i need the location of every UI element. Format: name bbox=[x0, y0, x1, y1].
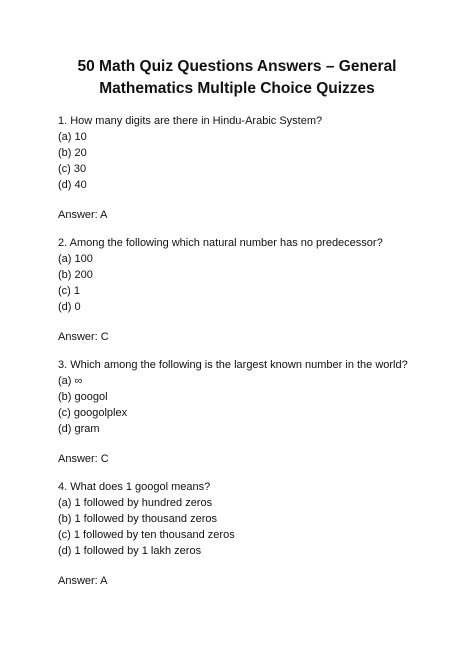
option-a: (a) 10 bbox=[58, 131, 87, 143]
option-list bbox=[58, 373, 448, 437]
answer-text: Answer: A bbox=[58, 209, 108, 221]
option-list bbox=[58, 251, 448, 315]
option-b: (b) 1 followed by thousand zeros bbox=[58, 513, 217, 525]
question-block-3 bbox=[58, 357, 448, 467]
answer-text: Answer: A bbox=[58, 575, 108, 587]
question-block-1 bbox=[58, 113, 448, 223]
title-line-2: Mathematics Multiple Choice Quizzes bbox=[99, 80, 375, 97]
option-d: (d) 0 bbox=[58, 301, 81, 313]
option-list bbox=[58, 495, 448, 559]
question-text: 2. Among the following which natural number has no predecessor? bbox=[58, 237, 383, 249]
option-a: (a) 1 followed by hundred zeros bbox=[58, 497, 213, 509]
question-block-2 bbox=[58, 235, 448, 345]
option-c: (c) 1 followed by ten thousand zeros bbox=[58, 529, 235, 541]
page-title bbox=[40, 56, 434, 100]
option-a: (a) ∞ bbox=[58, 375, 83, 387]
option-b: (b) googol bbox=[58, 391, 108, 403]
question-text: 1. How many digits are there in Hindu-Arabic System? bbox=[58, 115, 323, 127]
option-a: (a) 100 bbox=[58, 253, 93, 265]
question-text: 3. Which among the following is the largest known number in the world? bbox=[58, 359, 408, 371]
answer-text: Answer: C bbox=[58, 453, 109, 465]
question-block-4 bbox=[58, 479, 448, 589]
option-b: (b) 20 bbox=[58, 147, 87, 159]
option-list bbox=[58, 129, 448, 193]
option-c: (c) 30 bbox=[58, 163, 87, 175]
answer-text: Answer: C bbox=[58, 331, 109, 343]
option-c: (c) googolplex bbox=[58, 407, 128, 419]
question-text: 4. What does 1 googol means? bbox=[58, 481, 211, 493]
option-d: (d) 40 bbox=[58, 179, 87, 191]
option-d: (d) gram bbox=[58, 423, 100, 435]
title-line-1: 50 Math Quiz Questions Answers – General bbox=[77, 58, 397, 75]
option-b: (b) 200 bbox=[58, 269, 93, 281]
option-d: (d) 1 followed by 1 lakh zeros bbox=[58, 545, 202, 557]
option-c: (c) 1 bbox=[58, 285, 80, 297]
